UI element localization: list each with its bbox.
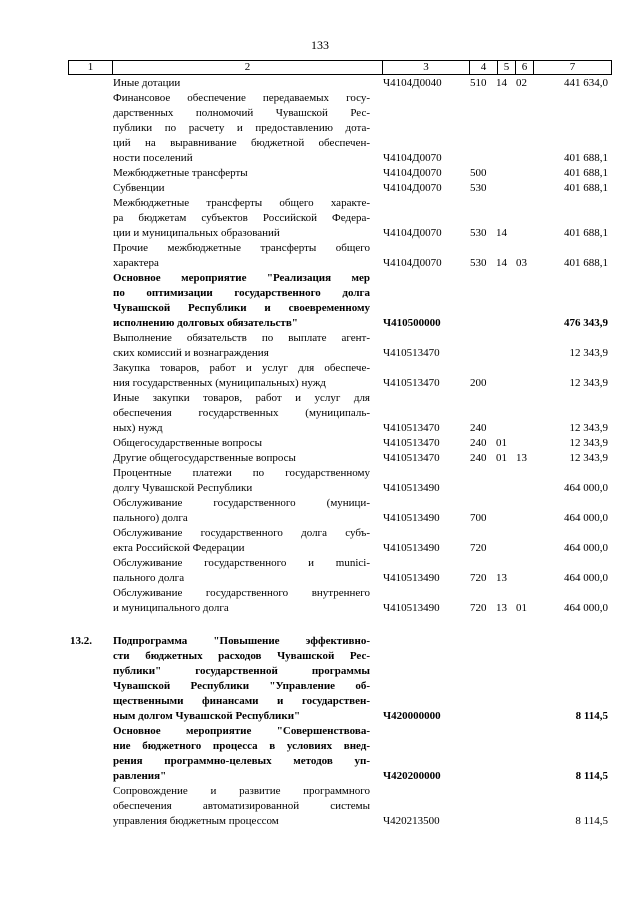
amount: 464 000,0 [564, 512, 608, 524]
target-article-code: Ч4104Д0070 [383, 257, 442, 269]
table-row [0, 331, 640, 361]
row-name [113, 724, 370, 784]
table-row [0, 784, 640, 829]
table-row [0, 166, 640, 181]
row-name-line: ра бюджетам субъектов Российской Федера- [113, 212, 370, 224]
row-name-line: ских комиссий и вознаграждения [113, 347, 269, 359]
row-name [113, 196, 370, 241]
amount: 464 000,0 [564, 482, 608, 494]
row-name [113, 451, 370, 466]
table-row [0, 361, 640, 391]
target-article-code: Ч410513490 [383, 602, 440, 614]
row-name-line: Общегосударственные вопросы [113, 437, 262, 449]
target-article-code: Ч410513490 [383, 572, 440, 584]
row-name-line: екта Российской Федерации [113, 542, 245, 554]
amount: 401 688,1 [564, 257, 608, 269]
row-name-line: Закупка товаров, работ и услуг для обеспече- [113, 362, 370, 374]
row-name-line: Иные дотации [113, 77, 181, 89]
target-article-code: Ч4104Д0040 [383, 77, 442, 89]
row-name-line: Межбюджетные трансферты общего характе- [113, 197, 370, 209]
row-name-line: Подпрограмма "Повышение эффективно- [113, 635, 370, 647]
column-header-5: 5 [498, 61, 516, 75]
table-row [0, 724, 640, 784]
table-row [0, 91, 640, 166]
row-name-line: пального) долга [113, 512, 188, 524]
target-article-code: Ч410513470 [383, 437, 440, 449]
row-name-line: Межбюджетные трансферты [113, 167, 248, 179]
table-row [0, 241, 640, 271]
row-name-line: Основное мероприятие "Реализация мер [113, 272, 370, 284]
column-header-2: 2 [113, 61, 383, 75]
table-row [0, 634, 640, 724]
expense-type: 240 [470, 437, 487, 449]
row-name-line: пального долга [113, 572, 185, 584]
row-name-line: равления" [113, 770, 167, 782]
amount: 12 343,9 [569, 347, 608, 359]
row-name-line: управления бюджетным процессом [113, 815, 279, 827]
target-article-code: Ч4104Д0070 [383, 152, 442, 164]
row-name [113, 91, 370, 166]
row-name-line: Основное мероприятие "Совершенствова- [113, 725, 370, 737]
column-header-1: 1 [69, 61, 113, 75]
target-article-code: Ч410513490 [383, 482, 440, 494]
row-name-line: долгу Чувашской Республики [113, 482, 253, 494]
row-name-line: ных) нужд [113, 422, 163, 434]
row-name [113, 466, 370, 496]
row-name [113, 241, 370, 271]
amount: 401 688,1 [564, 227, 608, 239]
amount: 12 343,9 [569, 437, 608, 449]
amount: 401 688,1 [564, 167, 608, 179]
table-row [0, 586, 640, 616]
target-article-code: Ч410513490 [383, 542, 440, 554]
row-name [113, 271, 370, 331]
target-article-code: Ч420200000 [383, 770, 441, 782]
row-name-line: Сопровождение и развитие программного [113, 785, 370, 797]
row-name-line: Выполнение обязательств по выплате агент- [113, 332, 370, 344]
row-name-line: сти бюджетных расходов Чувашской Рес- [113, 650, 370, 662]
amount: 8 114,5 [575, 710, 608, 722]
subsection: 01 [516, 602, 527, 614]
row-name [113, 166, 370, 181]
column-header-6: 6 [516, 61, 534, 75]
expense-type: 500 [470, 167, 487, 179]
table-row [0, 196, 640, 241]
row-name-line: Субвенции [113, 182, 165, 194]
target-article-code: Ч410513470 [383, 347, 440, 359]
target-article-code: Ч4104Д0070 [383, 167, 442, 179]
target-article-code: Ч4104Д0070 [383, 182, 442, 194]
table-row [0, 556, 640, 586]
table-row [0, 76, 640, 91]
row-name-line: Финансовое обеспечение передаваемых госу- [113, 92, 370, 104]
row-name [113, 361, 370, 391]
target-article-code: Ч410513490 [383, 512, 440, 524]
row-name [113, 784, 370, 829]
row-name-line: характера [113, 257, 159, 269]
row-name-line: исполнению долговых обязательств" [113, 317, 298, 329]
target-article-code: Ч410513470 [383, 452, 440, 464]
table-row [0, 466, 640, 496]
row-name [113, 436, 370, 451]
row-name-line: обеспечения государственных (муниципаль- [113, 407, 370, 419]
row-name-line: Обслуживание государственного и munici- [113, 557, 370, 569]
row-name-line: ции и муниципальных образований [113, 227, 280, 239]
row-name-line: Обслуживание государственного (муници- [113, 497, 370, 509]
column-header-7: 7 [534, 61, 612, 75]
subsection: 13 [516, 452, 527, 464]
section: 13 [496, 572, 507, 584]
row-name [113, 586, 370, 616]
row-name-line: по оптимизации государственного долга [113, 287, 370, 299]
amount: 12 343,9 [569, 422, 608, 434]
row-name-line: Иные закупки товаров, работ и услуг для [113, 392, 370, 404]
table-row [0, 391, 640, 436]
target-article-code: Ч410500000 [383, 317, 441, 329]
expense-type: 240 [470, 452, 487, 464]
amount: 464 000,0 [564, 602, 608, 614]
row-name-line: Чувашской Республики "Управление об- [113, 680, 370, 692]
expense-type: 720 [470, 572, 487, 584]
row-name-line: Другие общегосударственные вопросы [113, 452, 296, 464]
table-row [0, 496, 640, 526]
row-name-line: публики" государственной программы [113, 665, 370, 677]
expense-type: 200 [470, 377, 487, 389]
row-name-line: публики по расчету и предоставлению дота- [113, 122, 370, 134]
row-name-line: щественными финансами и государствен- [113, 695, 370, 707]
table-row [0, 451, 640, 466]
row-name [113, 526, 370, 556]
row-name-line: рения программно-целевых методов уп- [113, 755, 370, 767]
row-name [113, 496, 370, 526]
page-number: 133 [311, 38, 329, 52]
amount: 401 688,1 [564, 152, 608, 164]
amount: 8 114,5 [575, 770, 608, 782]
expense-type: 530 [470, 257, 487, 269]
amount: 12 343,9 [569, 377, 608, 389]
row-number: 13.2. [70, 635, 92, 647]
expense-type: 240 [470, 422, 487, 434]
amount: 464 000,0 [564, 572, 608, 584]
target-article-code: Ч4104Д0070 [383, 227, 442, 239]
target-article-code: Ч420213500 [383, 815, 440, 827]
expense-type: 720 [470, 542, 487, 554]
table-row [0, 271, 640, 331]
subsection: 03 [516, 257, 527, 269]
amount: 8 114,5 [575, 815, 608, 827]
subsection: 02 [516, 77, 527, 89]
row-name-line: ния государственных (муниципальных) нужд [113, 377, 326, 389]
expense-type: 700 [470, 512, 487, 524]
column-header-4: 4 [470, 61, 498, 75]
row-name-line: обеспечения автоматизированной системы [113, 800, 370, 812]
column-header-3: 3 [383, 61, 470, 75]
row-name-line: Обслуживание государственного внутреннего [113, 587, 370, 599]
row-name-line: Чувашской Республики и своевременному [113, 302, 370, 314]
row-name [113, 391, 370, 436]
target-article-code: Ч420000000 [383, 710, 441, 722]
row-name-line: ности поселений [113, 152, 193, 164]
target-article-code: Ч410513470 [383, 422, 440, 434]
row-name-line: ным долгом Чувашской Республики" [113, 710, 301, 722]
row-name [113, 331, 370, 361]
section: 13 [496, 602, 507, 614]
section: 01 [496, 452, 507, 464]
expense-type: 530 [470, 227, 487, 239]
row-name-line: Процентные платежи по государственному [113, 467, 370, 479]
expense-type: 530 [470, 182, 487, 194]
amount: 464 000,0 [564, 542, 608, 554]
amount: 476 343,9 [564, 317, 608, 329]
target-article-code: Ч410513470 [383, 377, 440, 389]
column-header-row [69, 61, 612, 75]
amount: 12 343,9 [569, 452, 608, 464]
section: 14 [496, 77, 507, 89]
section: 01 [496, 437, 507, 449]
table-row [0, 181, 640, 196]
amount: 401 688,1 [564, 182, 608, 194]
table-row [0, 526, 640, 556]
row-name [113, 76, 370, 91]
amount: 441 634,0 [564, 77, 608, 89]
row-name [113, 181, 370, 196]
row-name-line: ние бюджетного процесса в условиях внед- [113, 740, 370, 752]
row-name [113, 634, 370, 724]
row-name-line: ций на выравнивание бюджетной обеспечен- [113, 137, 370, 149]
row-name-line: и муниципального долга [113, 602, 229, 614]
row-name-line: Прочие межбюджетные трансферты общего [113, 242, 370, 254]
section: 14 [496, 257, 507, 269]
expense-type: 720 [470, 602, 487, 614]
table-row [0, 436, 640, 451]
row-name-line: дарственных полномочий Чувашской Рес- [113, 107, 370, 119]
section: 14 [496, 227, 507, 239]
row-name-line: Обслуживание государственного долга субъ- [113, 527, 370, 539]
column-header-table [68, 60, 612, 75]
expense-type: 510 [470, 77, 487, 89]
row-name [113, 556, 370, 586]
